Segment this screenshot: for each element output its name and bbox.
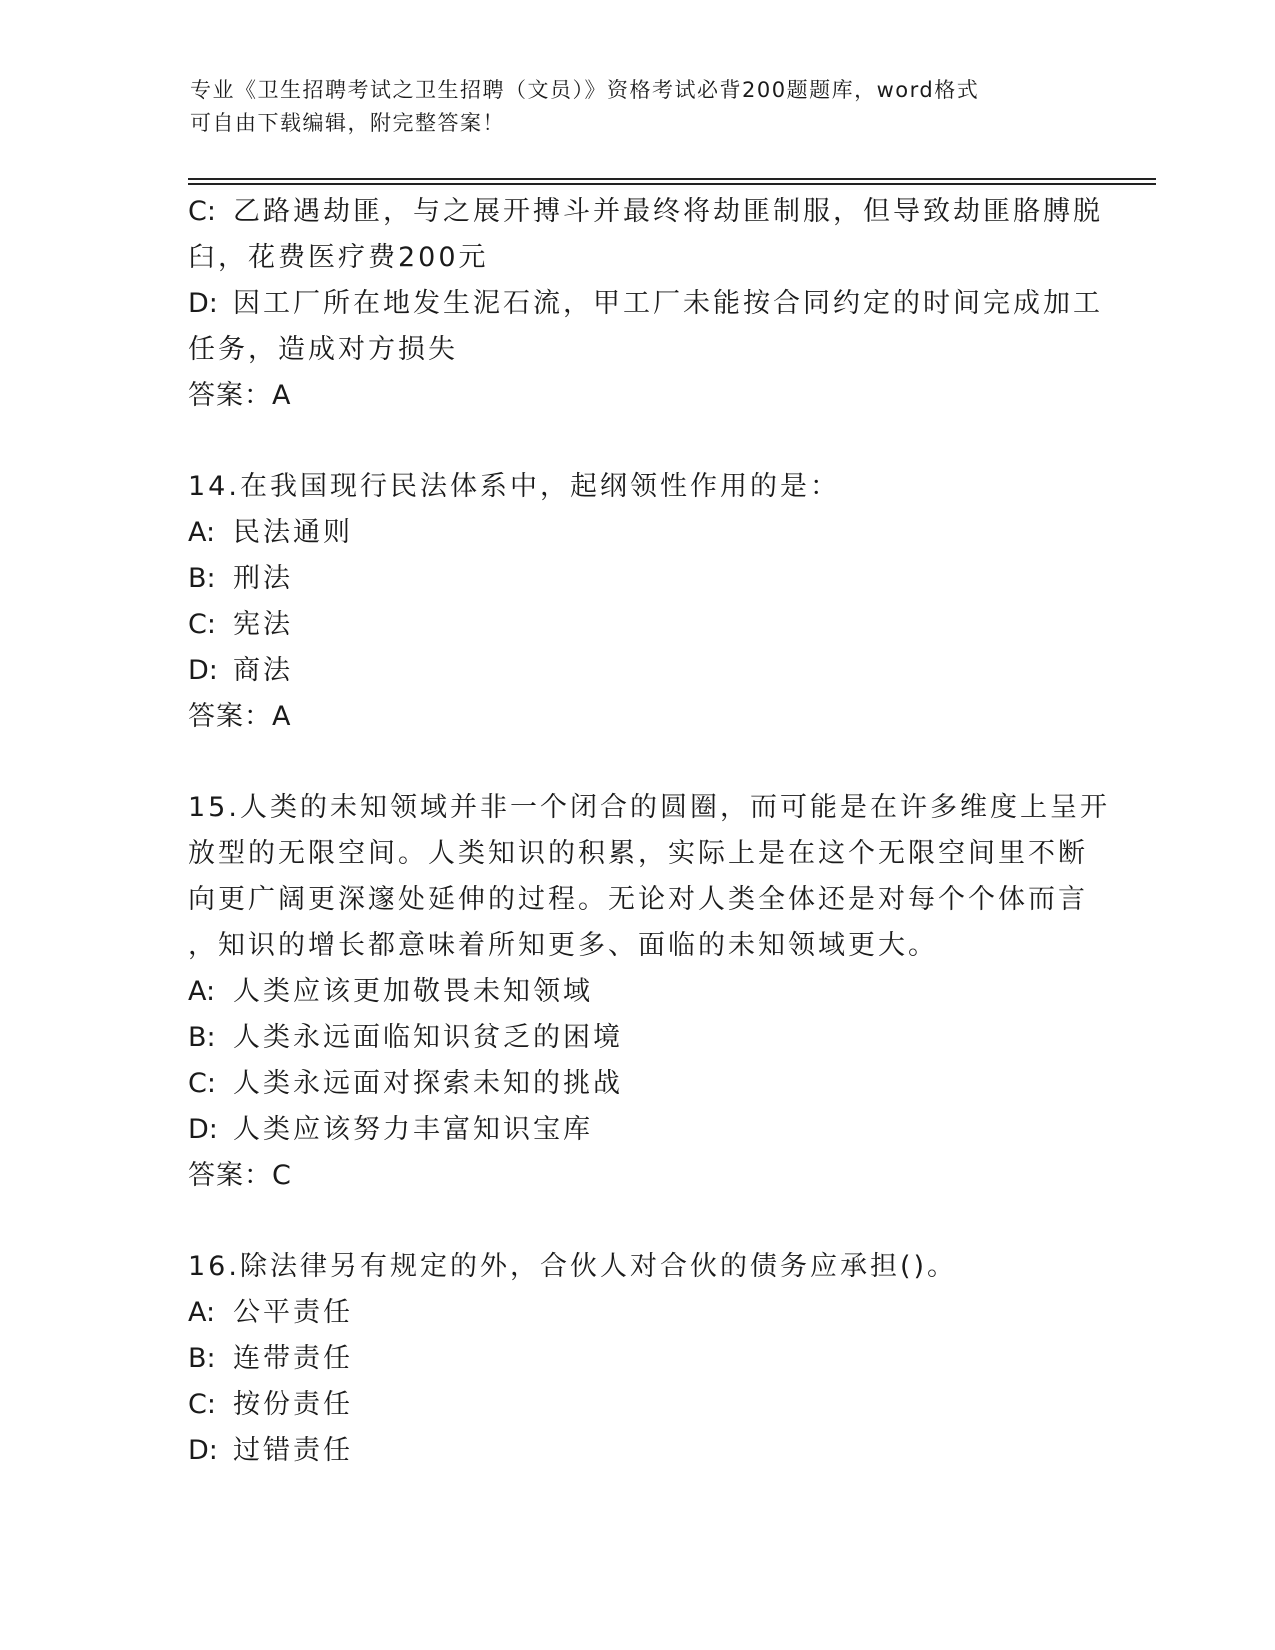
option-letter: C: bbox=[188, 1068, 216, 1099]
option-text: 人类永远面临知识贫乏的困境 bbox=[233, 1022, 623, 1053]
option-letter: A: bbox=[188, 976, 216, 1007]
option-letter: B: bbox=[188, 1343, 216, 1374]
option-d bbox=[188, 648, 1088, 694]
header-divider-bottom bbox=[188, 183, 1156, 185]
option-text: 连带责任 bbox=[233, 1343, 353, 1374]
answer-value: A bbox=[272, 380, 292, 411]
option-b bbox=[188, 556, 1088, 602]
question-stem-continued: 向更广阔更深邃处延伸的过程。无论对人类全体还是对每个个体而言 bbox=[188, 884, 1088, 915]
answer-value: A bbox=[272, 701, 292, 732]
option-text: 人类永远面对探索未知的挑战 bbox=[233, 1068, 623, 1099]
option-a bbox=[188, 510, 1088, 556]
option-text: 人类应该更加敬畏未知领域 bbox=[233, 976, 593, 1007]
option-letter: D: bbox=[188, 655, 218, 686]
title-line-2: 可自由下载编辑，附完整答案！ bbox=[190, 111, 505, 135]
option-text: 民法通则 bbox=[233, 517, 353, 548]
option-letter: A: bbox=[188, 517, 216, 548]
option-c bbox=[188, 189, 1103, 235]
option-d bbox=[188, 1107, 1088, 1153]
option-letter: C: bbox=[188, 196, 216, 227]
option-a bbox=[188, 1290, 1088, 1336]
option-letter: D: bbox=[188, 1435, 218, 1466]
option-letter: C: bbox=[188, 1389, 216, 1420]
option-text: 因工厂所在地发生泥石流，甲工厂未能按合同约定的时间完成加工 bbox=[233, 288, 1103, 319]
title-line-1: 专业《卫生招聘考试之卫生招聘（文员）》资格考试必背200题题库，word格式 bbox=[190, 78, 980, 102]
option-text: 乙路遇劫匪，与之展开搏斗并最终将劫匪制服，但导致劫匪胳膊脱 bbox=[233, 196, 1103, 227]
option-text: 刑法 bbox=[233, 563, 293, 594]
option-letter: D: bbox=[188, 288, 218, 319]
question-14 bbox=[188, 464, 1088, 740]
question-stem: 15.人类的未知领域并非一个闭合的圆圈，而可能是在许多维度上呈开 bbox=[188, 792, 1110, 823]
option-letter: D: bbox=[188, 1114, 218, 1145]
answer-label: 答案： bbox=[188, 1160, 272, 1191]
option-text: 商法 bbox=[233, 655, 293, 686]
option-a bbox=[188, 969, 1088, 1015]
option-c bbox=[188, 1061, 1088, 1107]
option-letter: A: bbox=[188, 1297, 216, 1328]
document-body bbox=[188, 189, 1110, 1474]
option-d bbox=[188, 281, 1103, 327]
answer-label: 答案： bbox=[188, 701, 272, 732]
option-text: 人类应该努力丰富知识宝库 bbox=[233, 1114, 593, 1145]
option-c bbox=[188, 1382, 1088, 1428]
option-c bbox=[188, 602, 1088, 648]
question-15 bbox=[188, 785, 1110, 1199]
document-title bbox=[190, 74, 1070, 140]
option-d-continued: 任务，造成对方损失 bbox=[188, 334, 458, 365]
option-text: 按份责任 bbox=[233, 1389, 353, 1420]
answer-label: 答案： bbox=[188, 380, 272, 411]
answer-line bbox=[188, 1153, 1088, 1199]
option-text: 公平责任 bbox=[233, 1297, 353, 1328]
option-letter: B: bbox=[188, 1022, 216, 1053]
option-letter: B: bbox=[188, 563, 216, 594]
option-text: 过错责任 bbox=[233, 1435, 353, 1466]
header-divider-top bbox=[188, 178, 1156, 180]
option-b bbox=[188, 1336, 1088, 1382]
option-c-continued: 臼，花费医疗费200元 bbox=[188, 242, 489, 273]
question-13-tail bbox=[188, 189, 1103, 419]
question-16 bbox=[188, 1244, 1088, 1474]
option-b bbox=[188, 1015, 1088, 1061]
question-stem: 16.除法律另有规定的外，合伙人对合伙的债务应承担()。 bbox=[188, 1251, 958, 1282]
question-stem: 14.在我国现行民法体系中，起纲领性作用的是： bbox=[188, 471, 840, 502]
question-stem-continued: 放型的无限空间。人类知识的积累，实际上是在这个无限空间里不断 bbox=[188, 838, 1088, 869]
answer-line bbox=[188, 373, 1088, 419]
option-d bbox=[188, 1428, 1088, 1474]
question-stem-continued: ，知识的增长都意味着所知更多、面临的未知领域更大。 bbox=[188, 930, 938, 961]
answer-line bbox=[188, 694, 1088, 740]
option-letter: C: bbox=[188, 609, 216, 640]
option-text: 宪法 bbox=[233, 609, 293, 640]
answer-value: C bbox=[272, 1160, 292, 1191]
